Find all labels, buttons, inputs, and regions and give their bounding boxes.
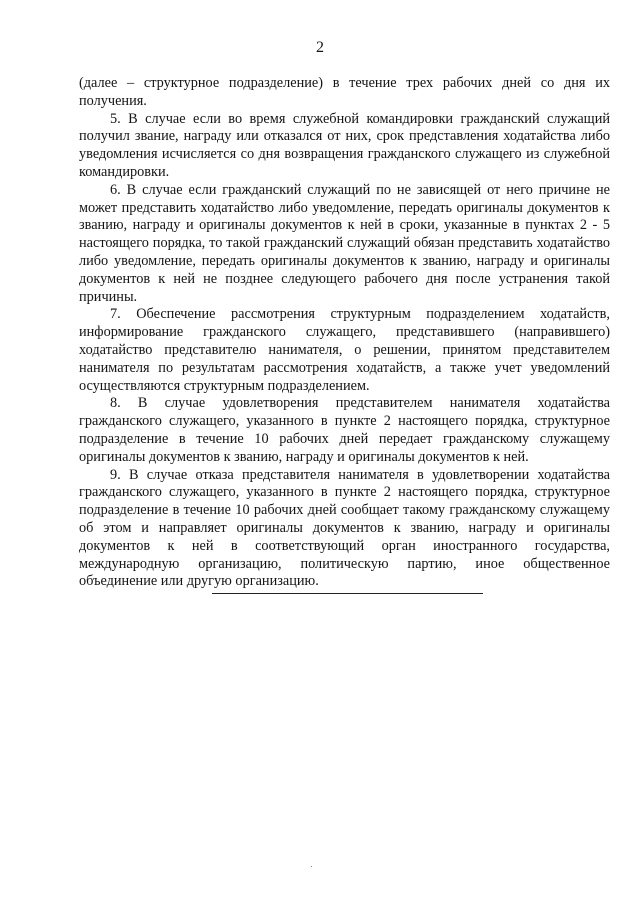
paragraph-continuation: (далее – структурное подразделение) в течение трех рабочих дней со дня их получения. [79,75,610,109]
paragraph-item-8: 8. В случае удовлетворения представителем нанимателя ходатайства гражданского служащего, указанного в пункте 2 настоящего порядка, структурное подразделение в течение 10 рабочих дней передает гражданскому служащему оригиналы документов к званию, награду и оригиналы документов к ней. [79,395,610,465]
document-body [79,75,610,591]
paragraph-item-7: 7. Обеспечение рассмотрения структурным подразделением ходатайств, информирование гражданского служащего, представившего (направившего) ходатайство представителю нанимателя, о решении, принятом представителем нанимателя по результатам рассмотрения ходатайств, а также учет уведомлений осуществляются структурным подразделением. [79,306,610,394]
paragraph-item-9: 9. В случае отказа представителя нанимателя в удовлетворении ходатайства гражданского служащего, указанного в пункте 2 настоящего порядка, структурное подразделение в течение 10 рабочих дней сообщает такому гражданскому служащему об этом и направляет оригиналы документов к званию, награду и оригиналы документов к ней в соответствующий орган иностранного государства, международную организацию, политическую партию, иное общественное объединение или другую организацию. [79,466,610,590]
end-of-text-divider [212,593,483,594]
page-number: 2 [316,39,324,56]
paragraph-item-6: 6. В случае если гражданский служащий по не зависящей от него причине не может представить ходатайство либо уведомление, передать оригиналы документов к званию, награду и оригиналы документов к ней в сроки, указанные в пунктах 2 - 5 настоящего порядка, то такой гражданский служащий обязан представить ходатайство либо уведомление, передать оригиналы документов к званию, награду и оригиналы документов к ней не позднее следующего рабочего дня после устранения такой причины. [79,181,610,305]
scan-speck [311,866,312,867]
paragraph-item-5: 5. В случае если во время служебной командировки гражданский служащий получил звание, награду или отказался от них, срок представления ходатайства либо уведомления исчисляется со дня возвращения гражданского служащего из служебной командировки. [79,110,610,180]
